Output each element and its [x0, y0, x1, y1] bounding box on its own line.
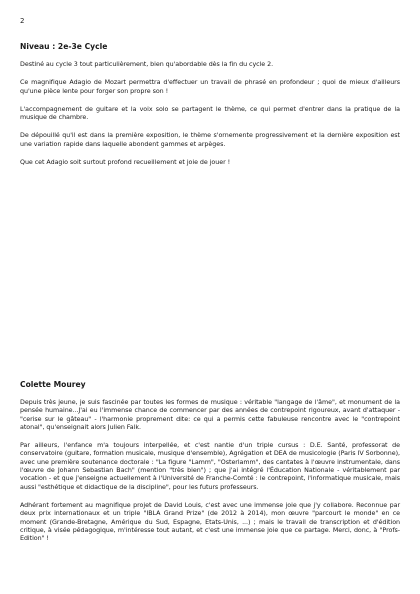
level-heading: Niveau : 2e-3e Cycle — [20, 42, 108, 51]
level-paragraph-4: De dépouillé qu'il est dans la première exposition, le thème s'ornemente progressivement et la dernière exposition est une variation rapide dans laquelle abondent gammes et arpèges. — [20, 132, 400, 148]
level-paragraph-5: Que cet Adagio soit surtout profond recueillement et joie de jouer ! — [20, 159, 231, 167]
author-paragraph-1: Depuis très jeune, je suis fascinée par toutes les formes de musique : véritable "langage de l'âme", et monument de la pensée humaine...J'ai eu l'immense chance de commencer par des années de contrepoint rigoureux, avant d'attaquer - "cerise sur le gâteau" - l'harmonie proprement dite: ce qui a permis cette fabuleuse rencontre avec le "contrepoint atonal", qu'enseignait alors Julien Falk. — [20, 399, 400, 431]
author-heading: Colette Mourey — [20, 380, 86, 389]
level-paragraph-1: Destiné au cycle 3 tout particulièrement, bien qu'abordable dès la fin du cycle 2. — [20, 61, 274, 68]
page-number: 2 — [20, 17, 25, 25]
author-paragraph-2: Par ailleurs, l'enfance m'a toujours interpellée, et c'est nantie d'un triple cursus : D.E. Santé, professorat de conservatoire (guitare, formation musicale, musique d'ensemble), Agrégation et DEA de musicologie (Paris IV Sorbonne), avec une première soutenance doctorale : "La figure "Lamm", "Osterlamm", des cantates à l'œuvre instrumentale, dans l'œuvre de Johann Sebastian Bach" (mention "très bien") ; que j'ai intégré l'Éducation Nationale - véritablement par vocation - et que j'enseigne actuellement à l'Université de Franche-Comté : le contrepoint, l'informatique musicale, mais aussi "esthétique et didactique de la discipline", pour les futurs professeurs. — [20, 442, 400, 491]
author-paragraph-3: Adhérant fortement au magnifique projet de David Louis, c'est avec une immense joie que j'y collabore. Reconnue par deux prix internationaux et un triple "IBLA Grand Prize" (de 2012 à 2014), mon œuvre "parcourt le monde" en ce moment (Grande-Bretagne, Amérique du Sud, Espagne, Etats-Unis, ...) ; mais le travail de transcription et d'édition critique, à visée pédagogique, m'intéresse tout autant, et c'est une immense joie que ce partage. Merci, donc, à "Profs-Edition" ! — [20, 501, 400, 543]
author-section — [20, 380, 400, 553]
level-paragraph-3: L'accompagnement de guitare et la voix solo se partagent le thème, ce qui permet d'entrer dans la pratique de la musique de chambre. — [20, 105, 400, 122]
level-section — [20, 42, 400, 177]
level-paragraph-2: Ce magnifique Adagio de Mozart permettra d'effectuer un travail de phrasé en profondeur ; quoi de mieux d'ailleurs qu'une pièce lente pour forger son propre son ! — [20, 79, 400, 95]
